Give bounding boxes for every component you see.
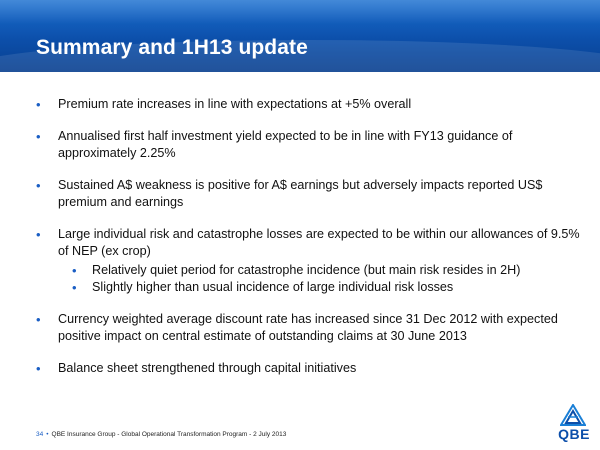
bullet-text: Premium rate increases in line with expectations at +5% overall <box>58 97 412 111</box>
bullet-text: Annualised first half investment yield expected to be in line with FY13 guidance of approximately 2.25% <box>58 129 513 160</box>
bullet-icon: • <box>36 361 41 376</box>
sub-bullet-text: Relatively quiet period for catastrophe incidence (but main risk resides in 2H) <box>92 263 521 277</box>
sub-bullet-icon: • <box>72 280 77 295</box>
bullet-text: Currency weighted average discount rate has increased since 31 Dec 2012 with expected positive impact on central estimate of outstanding claims at 30 June 2013 <box>58 312 558 343</box>
bullet-icon: • <box>36 227 41 242</box>
sub-bullet-item <box>58 279 584 296</box>
bullet-item <box>36 360 584 377</box>
qbe-logo <box>552 404 596 444</box>
title-banner <box>0 0 600 72</box>
bullet-item <box>36 128 584 162</box>
bullet-item <box>36 96 584 113</box>
bullet-text: Balance sheet strengthened through capital initiatives <box>58 361 357 375</box>
qbe-logo-icon <box>560 404 586 426</box>
bullet-text: Sustained A$ weakness is positive for A$ earnings but adversely impacts reported US$ premium and earnings <box>58 178 543 209</box>
bullet-icon: • <box>36 97 41 112</box>
page-number: 34 <box>36 431 44 438</box>
slide-title: Summary and 1H13 update <box>36 36 308 59</box>
bullet-item <box>36 311 584 345</box>
bullet-icon: • <box>36 178 41 193</box>
sub-bullet-item <box>58 262 584 279</box>
logo-wordmark: QBE <box>558 426 590 442</box>
slide-footer <box>36 431 286 438</box>
sub-bullet-text: Slightly higher than usual incidence of large individual risk losses <box>92 280 454 294</box>
bullet-list <box>36 96 584 392</box>
bullet-icon: • <box>36 129 41 144</box>
sub-bullet-list <box>58 262 584 296</box>
sub-bullet-icon: • <box>72 263 77 278</box>
banner-shine <box>0 0 600 24</box>
bullet-item <box>36 226 584 296</box>
bullet-item <box>36 177 584 211</box>
bullet-icon: • <box>36 312 41 327</box>
footer-text: QBE Insurance Group - Global Operational Transformation Program - 2 July 2013 <box>51 431 287 438</box>
bullet-text: Large individual risk and catastrophe losses are expected to be within our allowances of 9.5% of NEP (ex crop) <box>58 227 580 258</box>
footer-separator: • <box>46 431 49 438</box>
